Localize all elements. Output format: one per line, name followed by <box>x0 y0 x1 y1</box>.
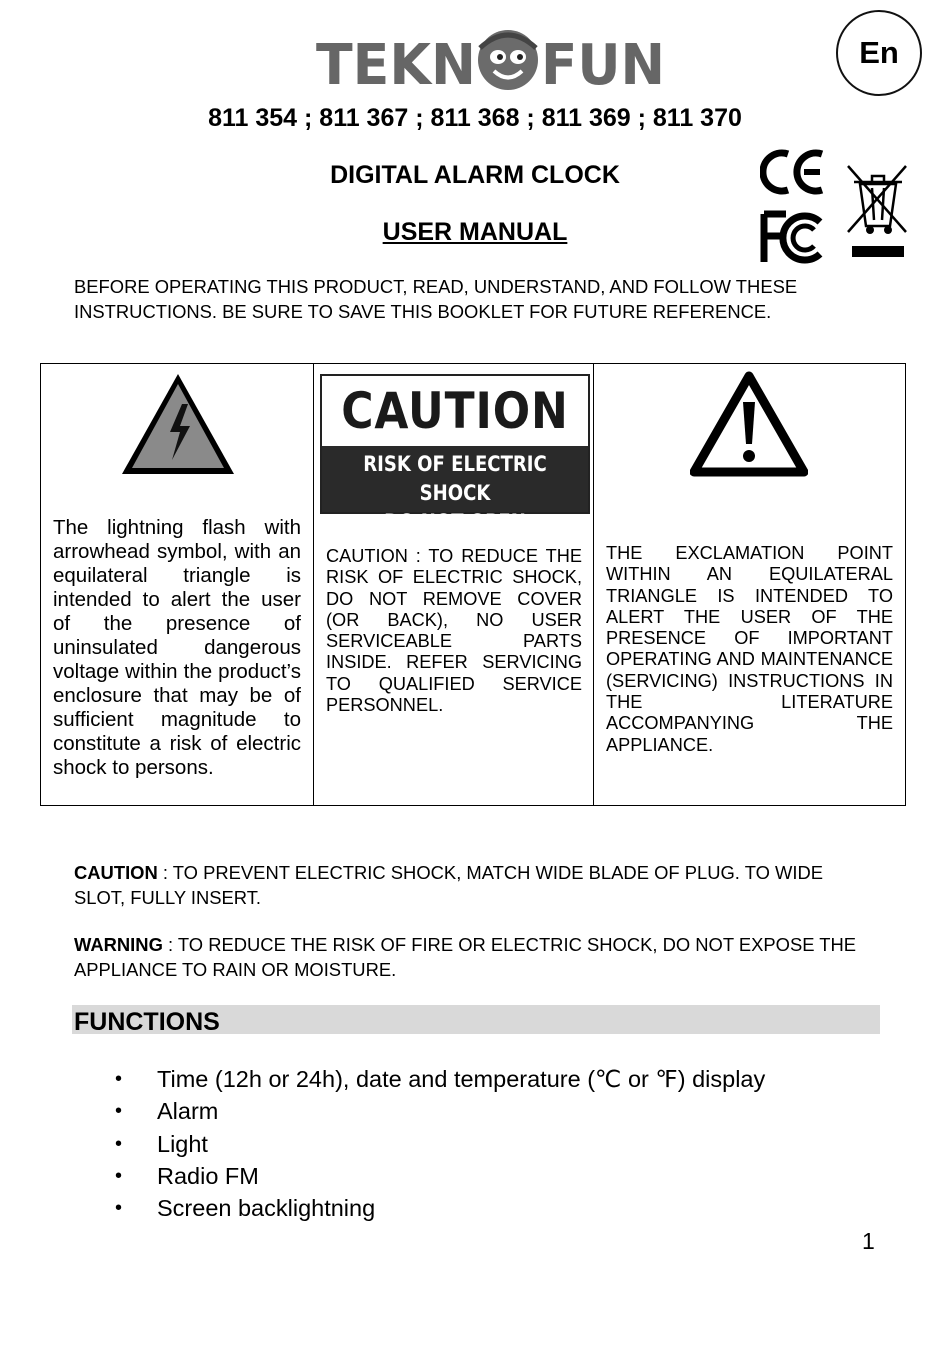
caution-sign <box>320 374 590 534</box>
caution-description: CAUTION : TO REDUCE THE RISK OF ELECTRIC SHOCK, DO NOT REMOVE COVER (OR BACK), NO USER SERVICEABLE PARTS INSIDE. REFER SERVICING TO QUALIFIED SERVICE PERSONNEL. <box>326 546 582 716</box>
list-item: • Time (12h or 24h), date and temperature (℃ or ℉) display <box>110 1063 765 1095</box>
list-item: • Screen backlightning <box>110 1192 765 1224</box>
svg-text:TEKN: TEKN <box>316 33 476 96</box>
functions-heading: FUNCTIONS <box>72 1005 880 1034</box>
caution-sign-banner <box>322 446 588 534</box>
list-item: • Radio FM <box>110 1160 765 1192</box>
intro-paragraph: BEFORE OPERATING THIS PRODUCT, READ, UNDERSTAND, AND FOLLOW THESE INSTRUCTIONS. BE SURE TO SAVE THIS BOOKLET FOR FUTURE REFERENCE. <box>74 276 798 322</box>
page-number: 1 <box>862 1228 875 1254</box>
manual-title-text: USER MANUAL <box>382 218 568 246</box>
exclamation-warning-icon <box>690 370 808 478</box>
fcc-mark-icon <box>760 210 828 266</box>
caution-note <box>74 861 874 910</box>
teknofun-logo <box>316 26 666 96</box>
functions-list <box>110 1063 765 1224</box>
caution-sign-line2: DO NOT OPEN <box>384 510 526 534</box>
caution-sign-title: CAUTION <box>341 382 569 440</box>
table-divider <box>313 364 314 805</box>
list-item: • Light <box>110 1128 765 1160</box>
lightning-description: The lightning flash with arrowhead symbol, with an equilateral triangle is intended to alert the user of the presence of uninsulated dangerous voltage within the product’s enclosure that may be of sufficient magnitude to constitute a risk of electric shock to persons. <box>53 516 301 779</box>
ce-mark-icon <box>760 148 826 196</box>
warning-note-body: : TO REDUCE THE RISK OF FIRE OR ELECTRIC SHOCK, DO NOT EXPOSE THE APPLIANCE TO RAIN OR MOISTURE. <box>74 934 857 980</box>
list-item: • Alarm <box>110 1095 765 1127</box>
table-divider <box>593 364 594 805</box>
svg-text:FUN: FUN <box>541 33 665 96</box>
caution-note-body: : TO PREVENT ELECTRIC SHOCK, MATCH WIDE BLADE OF PLUG. TO WIDE SLOT, FULLY INSERT. <box>74 862 824 908</box>
model-numbers: 811 354 ; 811 367 ; 811 368 ; 811 369 ; 811 370 <box>208 104 742 132</box>
warning-note-label: WARNING <box>74 934 163 955</box>
exclamation-description: THE EXCLAMATION POINT WITHIN AN EQUILATERAL TRIANGLE IS INTENDED TO ALERT THE USER OF THE PRESENCE OF IMPORTANT OPERATING AND MAINTENANCE (SERVICING) INSTRUCTIONS IN THE LITERATURE ACCOMPANYING THE APPLIANCE. <box>606 543 893 755</box>
caution-note-label: CAUTION <box>74 862 158 883</box>
weee-bin-icon <box>844 162 910 260</box>
warning-note <box>74 933 874 982</box>
lightning-warning-icon <box>118 370 238 480</box>
caution-sign-line1: RISK OF ELECTRIC SHOCK <box>363 452 547 505</box>
language-badge: En <box>836 10 922 96</box>
product-title: DIGITAL ALARM CLOCK <box>330 161 620 189</box>
